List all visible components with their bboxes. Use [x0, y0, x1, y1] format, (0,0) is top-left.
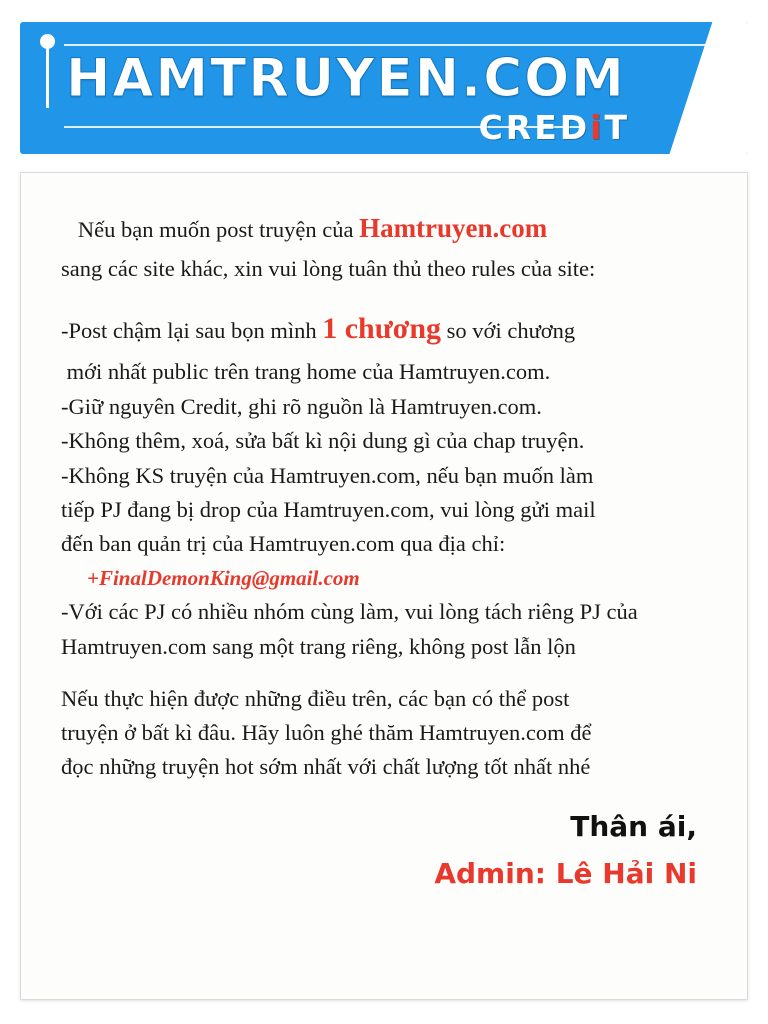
rule-5-line-a: -Với các PJ có nhiều nhóm cùng làm, vui lòng tách riêng PJ của	[61, 599, 638, 625]
outro-line-b: truyện ở bất kì đâu. Hãy luôn ghé thăm Hamtruyen.com để	[61, 719, 592, 745]
rule-1-text-a: -Post chậm lại sau bọn mình	[61, 318, 317, 344]
rule-1-text-c: mới nhất public trên trang home của Hamtruyen.com.	[66, 358, 551, 384]
intro-paragraph	[61, 207, 715, 287]
credit-label	[479, 108, 630, 147]
rules-list	[61, 390, 715, 664]
rule-4-line-c: đến ban quản trị của Hamtruyen.com qua địa chỉ:	[61, 530, 506, 556]
sign-off-text: Thân ái,	[570, 810, 697, 844]
credit-label-prefix: CRED	[478, 108, 591, 147]
credit-label-dot: i	[590, 108, 605, 147]
outro-paragraph	[61, 682, 715, 785]
rule-4-line-b: tiếp PJ đang bị drop của Hamtruyen.com, vui lòng gửi mail	[61, 496, 596, 522]
outro-line-a: Nếu thực hiện được những điều trên, các bạn có thể post	[61, 685, 570, 711]
rule-5-line-b: Hamtruyen.com sang một trang riêng, không post lẫn lộn	[61, 633, 576, 659]
intro-text-1: Nếu bạn muốn post truyện của	[77, 217, 354, 242]
rule-1-text-b: so với chương	[446, 318, 576, 344]
contact-email[interactable]: +FinalDemonKing@gmail.com	[87, 566, 360, 591]
intro-brand: Hamtruyen.com	[359, 213, 548, 243]
rules-card	[20, 172, 748, 1000]
site-brand-title: HAMTRUYEN.COM	[66, 48, 626, 109]
contact-email-row	[61, 561, 715, 595]
rule-1	[61, 305, 715, 390]
rule-2: -Giữ nguyên Credit, ghi rõ nguồn là Hamtruyen.com.	[61, 394, 542, 420]
rule-4-line-a: -Không KS truyện của Hamtruyen.com, nếu bạn muốn làm	[61, 462, 594, 488]
credit-label-suffix: T	[604, 108, 630, 147]
rule-1-highlight: 1 chương	[322, 312, 442, 346]
intro-text-2: sang các site khác, xin vui lòng tuân thủ theo rules của site:	[61, 255, 596, 281]
banner-rule-top	[64, 44, 712, 46]
rule-3: -Không thêm, xoá, sửa bất kì nội dung gì của chap truyện.	[61, 428, 585, 454]
outro-line-c: đọc những truyện hot sớm nhất với chất lượng tốt nhất nhé	[61, 754, 591, 780]
banner-stem-icon	[46, 48, 49, 108]
banner-dot-icon	[40, 34, 55, 49]
signature-block	[61, 810, 715, 890]
site-banner	[20, 22, 748, 154]
admin-name: Admin: Lê Hải Ni	[434, 857, 697, 891]
